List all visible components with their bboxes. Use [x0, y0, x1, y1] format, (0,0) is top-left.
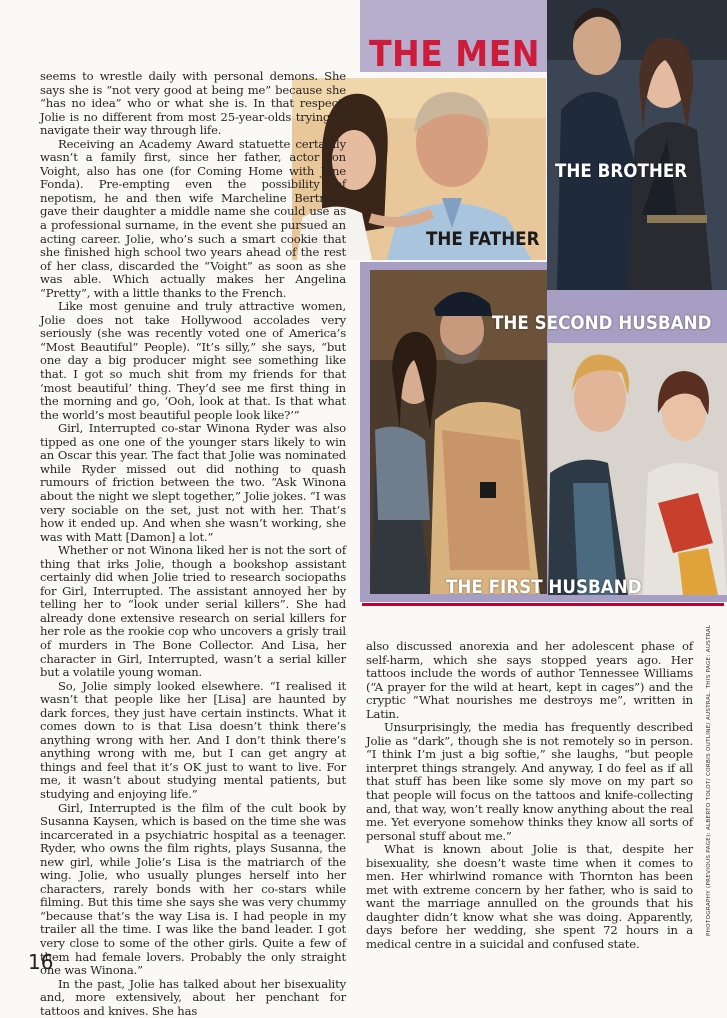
caption-brother: THE BROTHER [555, 160, 688, 182]
page-number: 16 [28, 950, 54, 974]
section-heading: THE MEN [369, 34, 540, 75]
paragraph: Girl, Interrupted co-star Winona Ryder was also tipped as one one of the younger stars likely to win an Oscar this year. The fact that Jolie was nominated while Ryder missed out did nothing to quash rumours of friction between the two. “Ask Winona about the night we slept together,” Jolie jokes. “I was very sociable on the set, just not with her. That’s how it ended up. And when she wasn’t working, she was with Matt [Damon] a lot.” [40, 421, 346, 544]
caption-second-husband: THE SECOND HUSBAND [492, 312, 712, 334]
paragraph: Receiving an Academy Award statuette certainly wasn’t a family first, since her father, actor Jon Voight, also has one (for Coming Home with Jane Fonda). Pre-empting even the possibility of nepotism, he and then wife Marcheline Bertrand gave their daughter a middle name she could use as a professional surname, in the event she pursued an acting career. Jolie, who’s such a smart cookie that she finished high school two years ahead of the rest of her class, discarded the “Voight” as soon as she was able. Which actually makes her Angelina “Pretty”, with a little thanks to the French. [40, 136, 346, 300]
paragraph: What is known about Jolie is that, despite her bisexuality, she doesn’t waste time when it comes to men. Her whirlwind romance with Thornton has been met with extreme concern by her father, who is said to want the marriage annulled on the grounds that his daughter didn’t know what she was doing. Apparently, days before her wedding, she spent 72 hours in a medical centre in a suicidal and confused state. [366, 842, 693, 952]
caption-first-husband: THE FIRST HUSBAND [446, 576, 642, 598]
paragraph: Unsurprisingly, the media has frequently described Jolie as “dark”, though she is not remotely so in person. “I think I’m just a big softie,” she laughs, “but people interpret things strangely. And anyway, I do feel as if all that stuff has been like some sly move on my part so that people will focus on the tattoos and knife-collecting and, that way, won’t really know anything about the real me. Yet everyone somehow thinks they know all sorts of personal stuff about me.” [366, 720, 693, 843]
article-column-left [40, 70, 346, 1018]
paragraph: also discussed anorexia and her adolescent phase of self-harm, which she says stopped years ago. Her tattoos include the words of author Tennessee Williams (“A prayer for the wild at heart, kept in cages”) and the cryptic “What nourishes me destroys me”, written in Latin. [366, 639, 693, 721]
red-divider-rule [362, 603, 724, 606]
paragraph: seems to wrestle daily with personal demons. She says she is “not very good at being me” because she “has no idea” who or what she is. In that respect, Jolie is no different from most 25-year-olds trying to navigate their way through life. [40, 69, 346, 138]
photo-credit: PHOTOGRAPHY (PREVIOUS PAGE): ALBERTO TOLOT/ CORBIS OUTLINE/ AUSTRAL. THIS PAGE: AUSTRAL [706, 624, 712, 936]
paragraph: Girl, Interrupted is the film of the cult book by Susanna Kaysen, which is based on the time she was incarcerated in a psychiatric hospital as a teenager. Ryder, who owns the film rights, plays Susanna, the new girl, while Jolie’s Lisa is the matriarch of the wing. Jolie, who usually plunges herself into her characters, rarely bonds with her co-stars while filming. But this time she says she was very chummy “because that’s the way Lisa is. I had people in my trailer all the time. I was like the band leader. I got very close to some of the other girls. Quite a few of them had female lovers. Probably the only straight one was Winona.” [40, 800, 346, 978]
photo-first-husband [548, 343, 727, 595]
paragraph: So, Jolie simply looked elsewhere. “I realised it wasn’t that people like her [Lisa] are haunted by dark forces, they just have certain instincts. What it comes down to is that Lisa doesn’t think there’s anything wrong with her. And I don’t think there’s anything wrong with me, but I can get angry at things and feel that it’s OK just to want to live. For me, it wasn’t about studying mental patients, but studying and enjoying life.” [40, 678, 346, 801]
caption-father: THE FATHER [426, 228, 540, 250]
paragraph: Like most genuine and truly attractive women, Jolie does not take Hollywood accolades very seriously (she was recently voted one of America’s “Most Beautiful” People). “It’s silly,” she says, “but one day a big producer might see something like that. I got so much shit from my friends for that ‘most beautiful’ thing. They’d see me first thing in the morning and go, ‘Ooh, look at that. Is that what the world’s most beautiful people look like?’” [40, 299, 346, 422]
article-column-right [366, 640, 693, 952]
paragraph: Whether or not Winona liked her is not the sort of thing that irks Jolie, though a bookshop assistant certainly did when Jolie tried to research sociopaths for Girl, Interrupted. The assistant annoyed her by telling her to “look under serial killers”. She had already done extensive research on serial killers for her role as the rookie cop who uncovers a grisly trail of murders in The Bone Collector. And Lisa, her character in Girl, Interrupted, wasn’t a serial killer but a volatile young woman. [40, 543, 346, 680]
photo-brother [547, 0, 727, 290]
paragraph: In the past, Jolie has talked about her bisexuality and, more extensively, about her penchant for tattoos and knives. She has [40, 976, 346, 1018]
